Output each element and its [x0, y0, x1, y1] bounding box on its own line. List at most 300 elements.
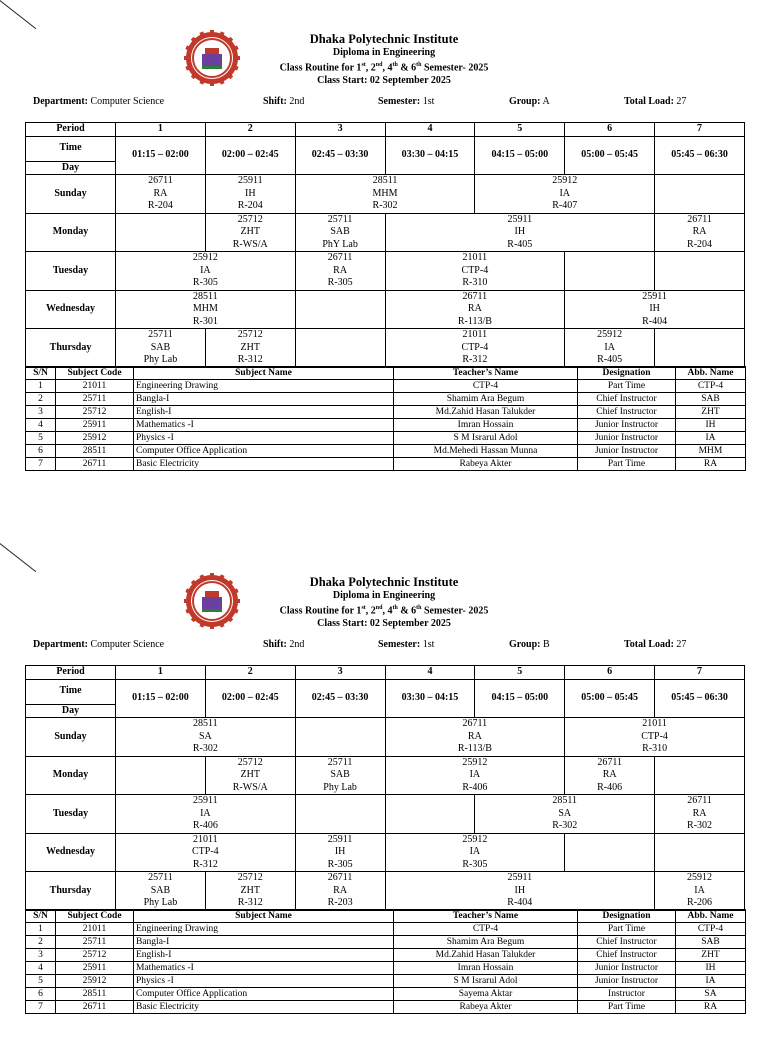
subject-row	[26, 458, 746, 471]
subject-table	[25, 366, 746, 471]
slot-line: R-312	[192, 858, 218, 870]
slot-line: 28511	[552, 795, 578, 806]
day-row-sunday	[26, 175, 745, 214]
slot-line: RA	[333, 884, 348, 896]
corner-mark	[0, 543, 36, 572]
slot-line: IH	[334, 846, 346, 857]
class-slot	[295, 213, 385, 252]
institute-name: Dhaka Polytechnic Institute	[309, 575, 459, 589]
subject-name: Physics -I	[134, 975, 394, 988]
document-header	[230, 32, 538, 87]
empty-slot	[116, 213, 206, 252]
time-slot: 05:45 – 06:30	[655, 679, 745, 718]
subject-header-row	[26, 367, 746, 380]
slot-line: SA	[198, 730, 212, 742]
department-info: Department: Computer Science	[33, 639, 165, 650]
program-name: Diploma in Engineering	[332, 590, 436, 601]
empty-slot	[565, 833, 655, 872]
time-label: Time	[26, 136, 116, 161]
slot-line: 25912	[687, 872, 713, 883]
day-row-tuesday	[26, 795, 745, 834]
slot-line: CTP-4	[461, 341, 489, 353]
slot-line: R-406	[597, 781, 623, 793]
shift-info: Shift: 2nd	[263, 639, 305, 650]
day-name: Thursday	[26, 329, 116, 368]
subject-name: Engineering Drawing	[134, 923, 394, 936]
day-name: Thursday	[26, 872, 116, 911]
empty-slot	[116, 756, 206, 795]
empty-slot	[295, 290, 385, 329]
slot-line: 21011	[193, 833, 218, 845]
subject-name: Bangla-I	[134, 393, 394, 406]
slot-line: ZHT	[240, 341, 260, 353]
abbreviation: SA	[676, 988, 746, 1001]
period-number: 1	[116, 666, 206, 680]
time-slot: 05:45 – 06:30	[655, 136, 745, 175]
serial-number: 3	[26, 949, 56, 962]
slot-line: 26711	[462, 718, 488, 729]
designation: Part Time	[578, 1001, 676, 1014]
class-slot	[385, 872, 655, 911]
subject-name: English-I	[134, 949, 394, 962]
slot-line: R-WS/A	[232, 781, 268, 793]
abbreviation: IA	[676, 975, 746, 988]
subject-name: Computer Office Application	[134, 988, 394, 1001]
subject-row	[26, 975, 746, 988]
serial-number: 6	[26, 445, 56, 458]
day-row-monday	[26, 213, 745, 252]
slot-line: IA	[559, 187, 570, 199]
class-slot	[116, 329, 206, 368]
abbreviation: RA	[676, 1001, 746, 1014]
slot-line: IA	[604, 341, 615, 353]
teacher-name: S M Israrul Adol	[394, 432, 578, 445]
serial-number: 4	[26, 419, 56, 432]
day-row-monday	[26, 756, 745, 795]
class-slot	[205, 213, 295, 252]
slot-line: 25911	[507, 213, 533, 225]
serial-number: 7	[26, 1001, 56, 1014]
slot-line: ZHT	[240, 769, 260, 780]
slot-line: R-301	[192, 315, 218, 327]
empty-slot	[655, 252, 745, 291]
class-slot	[385, 718, 565, 757]
slot-line: R-302	[192, 743, 218, 754]
period-label: Period	[26, 123, 116, 137]
subject-column-header: Designation	[578, 367, 676, 380]
period-label: Period	[26, 666, 116, 680]
abbreviation: IH	[676, 419, 746, 432]
slot-line: 25911	[642, 290, 667, 302]
empty-slot	[385, 795, 475, 834]
slot-line: 25712	[237, 872, 263, 883]
abbreviation: CTP-4	[676, 923, 746, 936]
slot-line: R-305	[327, 858, 353, 870]
teacher-name: Rabeya Akter	[394, 458, 578, 471]
subject-code: 25712	[56, 406, 134, 419]
slot-line: R-312	[462, 354, 488, 365]
designation: Junior Instructor	[578, 962, 676, 975]
period-number: 5	[475, 123, 565, 137]
period-number: 5	[475, 666, 565, 680]
day-row-thursday	[26, 872, 745, 911]
slot-line: 25912	[552, 175, 578, 186]
subject-column-header: Teacher’s Name	[394, 367, 578, 380]
class-slot	[385, 329, 565, 368]
subject-row	[26, 406, 746, 419]
empty-slot	[295, 329, 385, 368]
day-row-wednesday	[26, 290, 745, 329]
slot-line: 26711	[327, 252, 353, 263]
institute-name: Dhaka Polytechnic Institute	[309, 32, 459, 46]
slot-line: R-406	[462, 781, 488, 793]
teacher-name: S M Israrul Adol	[394, 975, 578, 988]
slot-line: MHM	[372, 187, 398, 199]
shift-info: Shift: 2nd	[263, 96, 305, 107]
day-name: Monday	[26, 756, 116, 795]
time-slot: 01:15 – 02:00	[116, 136, 206, 175]
class-slot	[116, 833, 296, 872]
designation: Part Time	[578, 380, 676, 393]
class-slot	[655, 795, 745, 834]
period-row	[26, 123, 745, 137]
teacher-name: Rabeya Akter	[394, 1001, 578, 1014]
class-start: Class Start: 02 September 2025	[317, 618, 451, 630]
subject-row	[26, 393, 746, 406]
class-slot	[475, 175, 655, 214]
designation: Junior Instructor	[578, 975, 676, 988]
subject-column-header: Subject Name	[134, 367, 394, 380]
slot-line: IA	[200, 264, 211, 276]
subject-column-header: Subject Code	[56, 910, 134, 923]
designation: Instructor	[578, 988, 676, 1001]
routine-table	[25, 122, 745, 368]
slot-line: SAB	[150, 884, 171, 896]
class-slot	[205, 872, 295, 911]
slot-line: 25711	[148, 329, 173, 340]
teacher-name: Sayema Aktar	[394, 988, 578, 1001]
designation: Part Time	[578, 458, 676, 471]
slot-line: R-113/B	[457, 743, 492, 754]
empty-slot	[655, 175, 745, 214]
subject-row	[26, 949, 746, 962]
slot-line: RA	[333, 264, 348, 276]
slot-line: 28511	[372, 175, 398, 186]
slot-line: R-302	[372, 200, 398, 211]
total-load-info: Total Load: 27	[624, 96, 687, 107]
slot-line: 28511	[193, 718, 218, 729]
subject-header-row	[26, 910, 746, 923]
class-slot	[475, 795, 655, 834]
slot-line: R-407	[552, 200, 578, 211]
class-slot	[295, 252, 385, 291]
subject-name: Engineering Drawing	[134, 380, 394, 393]
subject-code: 25711	[56, 393, 134, 406]
teacher-name: Shamim Ara Begum	[394, 393, 578, 406]
slot-line: 25912	[597, 329, 623, 340]
serial-number: 1	[26, 380, 56, 393]
subject-row	[26, 923, 746, 936]
subject-code: 28511	[56, 988, 134, 1001]
semester-info: Semester: 1st	[378, 639, 435, 650]
slot-line: R-204	[147, 200, 173, 211]
class-slot	[116, 795, 296, 834]
class-slot	[295, 175, 475, 214]
designation: Junior Instructor	[578, 419, 676, 432]
slot-line: R-WS/A	[232, 238, 268, 250]
slot-line: R-204	[687, 238, 713, 250]
class-slot	[205, 756, 295, 795]
empty-slot	[655, 756, 745, 795]
slot-line: 25911	[327, 833, 353, 845]
routine-title: Class Routine for 1st, 2nd, 4th & 6th Semester- 2025	[279, 62, 489, 74]
slot-line: R-406	[192, 820, 218, 831]
program-name: Diploma in Engineering	[332, 47, 436, 58]
slot-line: 25911	[507, 872, 533, 883]
time-slot: 02:45 – 03:30	[295, 679, 385, 718]
day-row-sunday	[26, 718, 745, 757]
empty-slot	[655, 833, 745, 872]
period-number: 4	[385, 666, 475, 680]
abbreviation: RA	[676, 458, 746, 471]
teacher-name: Md.Zahid Hasan Talukder	[394, 406, 578, 419]
time-slot: 02:00 – 02:45	[205, 136, 295, 175]
slot-line: RA	[467, 303, 482, 314]
teacher-name: Md.Zahid Hasan Talukder	[394, 949, 578, 962]
slot-line: R-302	[552, 820, 578, 831]
period-number: 2	[205, 123, 295, 137]
slot-line: 25711	[327, 213, 353, 225]
subject-column-header: Abb. Name	[676, 367, 746, 380]
serial-number: 5	[26, 975, 56, 988]
abbreviation: MHM	[676, 445, 746, 458]
class-slot	[565, 756, 655, 795]
class-slot	[116, 872, 206, 911]
department-info: Department: Computer Science	[33, 96, 165, 107]
teacher-name: Imran Hossain	[394, 962, 578, 975]
abbreviation: SAB	[676, 936, 746, 949]
time-row	[26, 136, 745, 161]
time-slot: 04:15 – 05:00	[475, 679, 565, 718]
slot-line: R-404	[507, 897, 533, 908]
group-info: Group: B	[509, 639, 550, 650]
corner-mark	[0, 0, 36, 29]
slot-line: Phy Lab	[323, 781, 357, 793]
class-slot	[295, 833, 385, 872]
serial-number: 6	[26, 988, 56, 1001]
slot-line: SAB	[330, 226, 350, 237]
period-number: 6	[565, 666, 655, 680]
subject-code: 26711	[56, 458, 134, 471]
subject-name: Physics -I	[134, 432, 394, 445]
slot-line: 21011	[642, 718, 667, 729]
abbreviation: ZHT	[676, 949, 746, 962]
slot-line: ZHT	[240, 884, 260, 896]
slot-line: 25912	[462, 833, 488, 845]
subject-row	[26, 936, 746, 949]
subject-code: 26711	[56, 1001, 134, 1014]
semester-info: Semester: 1st	[378, 96, 435, 107]
slot-line: R-305	[462, 858, 488, 870]
routine-title: Class Routine for 1st, 2nd, 4th & 6th Semester- 2025	[279, 605, 489, 617]
slot-line: IH	[244, 187, 256, 199]
subject-row	[26, 962, 746, 975]
slot-line: 26711	[148, 175, 173, 186]
slot-line: 25911	[193, 795, 218, 806]
slot-line: CTP-4	[641, 730, 668, 742]
serial-number: 4	[26, 962, 56, 975]
empty-slot	[295, 795, 385, 834]
slot-line: IH	[514, 884, 526, 896]
subject-column-header: Designation	[578, 910, 676, 923]
class-slot	[565, 290, 745, 329]
slot-line: 25911	[237, 175, 263, 186]
slot-line: SAB	[330, 769, 350, 780]
routine-section	[0, 0, 768, 512]
time-slot: 03:30 – 04:15	[385, 679, 475, 718]
slot-line: SAB	[150, 341, 171, 353]
slot-line: 26711	[462, 290, 488, 302]
day-name: Sunday	[26, 718, 116, 757]
class-slot	[205, 175, 295, 214]
day-row-tuesday	[26, 252, 745, 291]
subject-row	[26, 988, 746, 1001]
slot-line: IA	[694, 884, 705, 896]
slot-line: CTP-4	[461, 264, 489, 276]
subject-column-header: S/N	[26, 910, 56, 923]
slot-line: R-206	[687, 897, 713, 908]
slot-line: MHM	[192, 303, 218, 314]
time-row	[26, 679, 745, 704]
class-start: Class Start: 02 September 2025	[317, 75, 451, 87]
subject-row	[26, 432, 746, 445]
slot-line: R-404	[642, 315, 668, 327]
period-number: 4	[385, 123, 475, 137]
slot-line: R-312	[237, 354, 263, 365]
slot-line: Phy Lab	[143, 897, 178, 908]
subject-code: 25912	[56, 975, 134, 988]
slot-line: R-310	[462, 277, 488, 288]
slot-line: 26711	[687, 795, 712, 806]
slot-line: R-312	[237, 897, 263, 908]
time-slot: 03:30 – 04:15	[385, 136, 475, 175]
slot-line: R-405	[597, 354, 623, 365]
time-label: Time	[26, 679, 116, 704]
slot-line: 25711	[148, 872, 173, 883]
slot-line: PhY Lab	[322, 238, 358, 250]
time-slot: 05:00 – 05:45	[565, 679, 655, 718]
time-slot: 02:45 – 03:30	[295, 136, 385, 175]
slot-line: IH	[649, 303, 660, 314]
period-row	[26, 666, 745, 680]
slot-line: RA	[602, 769, 617, 780]
teacher-name: CTP-4	[394, 923, 578, 936]
empty-slot	[655, 329, 745, 368]
slot-line: SA	[558, 807, 572, 819]
subject-row	[26, 419, 746, 432]
period-number: 3	[295, 123, 385, 137]
period-number: 1	[116, 123, 206, 137]
class-slot	[116, 290, 296, 329]
designation: Junior Instructor	[578, 432, 676, 445]
period-number: 6	[565, 123, 655, 137]
designation: Chief Instructor	[578, 936, 676, 949]
slot-line: IA	[200, 807, 211, 819]
slot-line: R-204	[237, 200, 263, 211]
day-name: Wednesday	[26, 833, 116, 872]
subject-code: 21011	[56, 923, 134, 936]
subject-code: 21011	[56, 380, 134, 393]
slot-line: 26711	[687, 213, 712, 225]
day-name: Tuesday	[26, 252, 116, 291]
slot-line: CTP-4	[192, 846, 219, 857]
class-slot	[116, 718, 296, 757]
teacher-name: Md.Mehedi Hassan Munna	[394, 445, 578, 458]
teacher-name: Shamim Ara Begum	[394, 936, 578, 949]
period-number: 3	[295, 666, 385, 680]
subject-code: 25712	[56, 949, 134, 962]
subject-row	[26, 445, 746, 458]
slot-line: R-113/B	[457, 315, 492, 327]
period-number: 7	[655, 123, 745, 137]
subject-name: Basic Electricity	[134, 458, 394, 471]
slot-line: 25912	[462, 756, 488, 768]
slot-line: 25912	[192, 252, 218, 263]
class-slot	[385, 252, 565, 291]
slot-line: RA	[153, 187, 168, 199]
slot-line: 25712	[237, 213, 263, 225]
subject-code: 25711	[56, 936, 134, 949]
class-slot	[385, 290, 565, 329]
subject-code: 25912	[56, 432, 134, 445]
day-name: Monday	[26, 213, 116, 252]
subject-code: 28511	[56, 445, 134, 458]
abbreviation: CTP-4	[676, 380, 746, 393]
class-slot	[655, 872, 745, 911]
subject-row	[26, 1001, 746, 1014]
subject-name: Computer Office Application	[134, 445, 394, 458]
slot-line: 26711	[327, 872, 353, 883]
slot-line: ZHT	[240, 226, 260, 237]
class-slot	[116, 252, 296, 291]
subject-name: Basic Electricity	[134, 1001, 394, 1014]
class-slot	[295, 872, 385, 911]
subject-column-header: Subject Code	[56, 367, 134, 380]
day-row-wednesday	[26, 833, 745, 872]
class-slot	[565, 718, 745, 757]
slot-line: Phy Lab	[143, 354, 178, 365]
period-number: 2	[205, 666, 295, 680]
subject-code: 25911	[56, 419, 134, 432]
serial-number: 2	[26, 393, 56, 406]
designation: Chief Instructor	[578, 949, 676, 962]
slot-line: R-305	[192, 277, 218, 288]
group-info: Group: A	[509, 96, 550, 107]
slot-line: R-405	[507, 238, 533, 250]
document-header	[230, 575, 538, 630]
slot-line: 26711	[597, 756, 622, 768]
day-label: Day	[26, 704, 116, 718]
teacher-name: CTP-4	[394, 380, 578, 393]
slot-line: 25712	[237, 756, 263, 768]
slot-line: R-302	[687, 820, 713, 831]
serial-number: 1	[26, 923, 56, 936]
class-slot	[655, 213, 745, 252]
designation: Junior Instructor	[578, 445, 676, 458]
slot-line: R-305	[327, 277, 353, 288]
empty-slot	[295, 718, 385, 757]
class-slot	[205, 329, 295, 368]
